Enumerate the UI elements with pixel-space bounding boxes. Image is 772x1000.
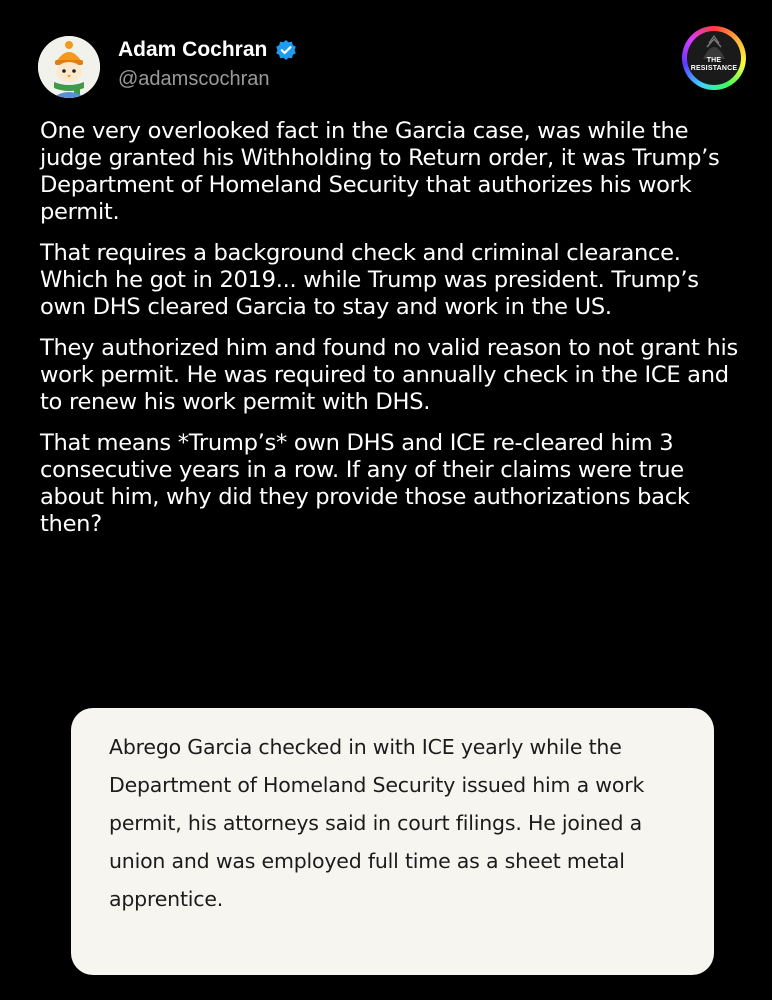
post-paragraph-1: One very overlooked fact in the Garcia case, was while the judge granted his Withholding to Return order, it was Trump’s Department of Homeland Security that authorizes his work permit. bbox=[40, 118, 720, 225]
author-handle[interactable]: @adamscochran bbox=[118, 68, 270, 90]
verified-badge-icon bbox=[275, 39, 297, 61]
badge-line-1: THE bbox=[706, 57, 722, 64]
quoted-excerpt-card bbox=[71, 708, 714, 975]
quoted-excerpt-text: Abrego Garcia checked in with ICE yearly while the Department of Homeland Security issued him a work permit, his attorneys said in court filings. He joined a union and was employed full time as a sheet metal apprentice. bbox=[109, 735, 645, 911]
post-paragraph-2: That requires a background check and criminal clearance. Which he got in 2019... while Trump was president. Trump’s own DHS cleared Garcia to stay and work in the US. bbox=[40, 240, 699, 320]
badge-text bbox=[687, 57, 741, 73]
badge-line-2: RESISTANCE bbox=[690, 65, 738, 72]
post-header bbox=[38, 30, 738, 110]
post-body bbox=[40, 118, 740, 552]
badge-inner bbox=[687, 31, 741, 85]
post-paragraph-4: That means *Trump’s* own DHS and ICE re-cleared him 3 consecutive years in a row. If any of their claims were true about him, why did they provide those authorizations back then? bbox=[40, 430, 690, 537]
author-name-row bbox=[118, 38, 297, 62]
the-resistance-badge-icon bbox=[682, 26, 746, 90]
post-paragraph-3: They authorized him and found no valid reason to not grant his work permit. He was required to annually check in the ICE and to renew his work permit with DHS. bbox=[40, 335, 738, 415]
penguin-avatar-icon[interactable] bbox=[38, 36, 100, 98]
author-display-name[interactable]: Adam Cochran bbox=[118, 38, 268, 61]
